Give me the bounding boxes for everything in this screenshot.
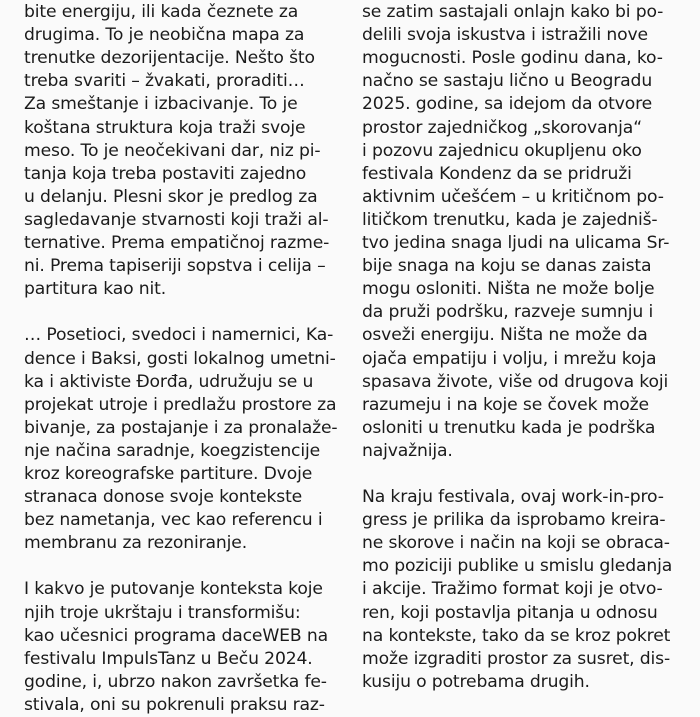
text-line: treba svariti – žvakati, proraditi… (24, 71, 305, 92)
paragraph-spacer (24, 301, 344, 324)
text-paragraph (24, 0, 344, 301)
text-line: drugima. To je neobična mapa za (24, 25, 305, 46)
text-line: ternative. Prema empatičnoj razme- (24, 233, 330, 254)
text-line: tvo jedina snaga ljudi na ulicama Sr- (362, 233, 670, 254)
text-line: prostor zajedničkog „skorovanja“ (362, 117, 642, 138)
text-line: osveži energiju. Ništa ne može da (362, 325, 648, 346)
text-line: sagledavanje stvarnosti koji traži al- (24, 209, 329, 230)
text-line: bije snaga na koju se danas zaista (362, 256, 652, 277)
text-line: kao učesnici programa daceWEB na (24, 625, 328, 646)
text-line: se zatim sastajali onlajn kako bi po- (362, 2, 664, 23)
text-line: stranaca donose svoje kontekste (24, 487, 303, 508)
paragraph-spacer (24, 555, 344, 578)
text-paragraph (362, 486, 682, 694)
text-line: i akcije. Tražimo format koji je otvo- (362, 579, 663, 600)
text-line: I kakvo je putovanje konteksta koje (24, 579, 323, 600)
text-line: na kontekste, tako da se kroz pokret (362, 625, 671, 646)
text-line: koštana struktura koja traži svoje (24, 117, 306, 138)
text-line: ren, koji postavlja pitanja u odnosu (362, 602, 658, 623)
text-line: ni. Prema tapiseriji sopstva i celija – (24, 256, 326, 277)
paragraph-spacer (362, 463, 682, 486)
text-line: nje načina saradnje, koegzistencije (24, 440, 321, 461)
text-line: ka i aktiviste Đorđa, udružuju se u (24, 371, 314, 392)
text-line: partitura kao nit. (24, 279, 167, 300)
left-text-column (24, 0, 344, 717)
text-line: mogu osloniti. Ništa ne može bolje (362, 279, 655, 300)
text-line: godine, i, ubrzo nakon završetka fe- (24, 671, 327, 692)
text-line: načno se sastaju lično u Beogradu (362, 71, 653, 92)
text-line: da pruži podršku, razveje sumnju i (362, 302, 654, 323)
text-line: i pozovu zajednicu okupljenu oko (362, 140, 642, 161)
text-line: tanja koja treba postaviti zajedno (24, 163, 307, 184)
text-line: projekat utroje i predlažu prostore za (24, 394, 337, 415)
text-line: festivalu ImpulsTanz u Beču 2024. (24, 648, 313, 669)
text-line: ojača empatiju i volju, i mrežu koja (362, 348, 657, 369)
text-paragraph (362, 0, 682, 463)
text-line: trenutke dezorijentacije. Nešto što (24, 48, 315, 69)
text-line: litičkom trenutku, kada je zajedniš- (362, 209, 658, 230)
text-line: mo poziciji publike u smislu gledanja (362, 556, 673, 577)
text-paragraph (24, 578, 344, 717)
text-line: membranu za rezoniranje. (24, 533, 248, 554)
text-line: bite energiju, ili kada čeznete za (24, 2, 299, 23)
text-line: stivala, oni su pokrenuli praksu raz- (24, 694, 325, 715)
text-paragraph (24, 324, 344, 555)
text-line: delili svoja iskustva i istražili nove (362, 25, 648, 46)
text-line: kusiju o potrebama drugih. (362, 671, 590, 692)
text-line: … Posetioci, svedoci i namernici, Ka- (24, 325, 334, 346)
text-line: bivanje, za postajanje i za pronalaže- (24, 417, 338, 438)
text-line: spasava živote, više od drugova koji (362, 371, 669, 392)
right-text-column (362, 0, 682, 694)
text-line: 2025. godine, sa idejom da otvore (362, 94, 653, 115)
text-line: njih troje ukrštaju i transformišu: (24, 602, 301, 623)
text-line: aktivnim učešćem – u kritičnom po- (362, 186, 664, 207)
text-line: razumeju i na koje se čovek može (362, 394, 649, 415)
text-line: bez nametanja, vec kao referencu i (24, 510, 323, 531)
text-line: gress je prilika da isprobamo kreira- (362, 510, 666, 531)
text-line: meso. To je neočekivani dar, niz pi- (24, 140, 321, 161)
text-line: osloniti u trenutku kada je podrška (362, 417, 656, 438)
text-line: najvažnija. (362, 440, 453, 461)
text-line: Za smeštanje i izbacivanje. To je (24, 94, 298, 115)
text-line: ne skorove i način na koji se obraca- (362, 533, 670, 554)
text-line: kroz koreografske partiture. Dvoje (24, 463, 313, 484)
text-line: Na kraju festivala, ovaj work-in-pro- (362, 487, 664, 508)
text-line: može izgraditi prostor za susret, dis- (362, 648, 671, 669)
text-line: festivala Kondenz da se pridruži (362, 163, 632, 184)
text-line: dence i Baksi, gosti lokalnog umetni- (24, 348, 336, 369)
text-line: mogucnosti. Posle godinu dana, ko- (362, 48, 663, 69)
text-line: u delanju. Plesni skor je predlog za (24, 186, 318, 207)
